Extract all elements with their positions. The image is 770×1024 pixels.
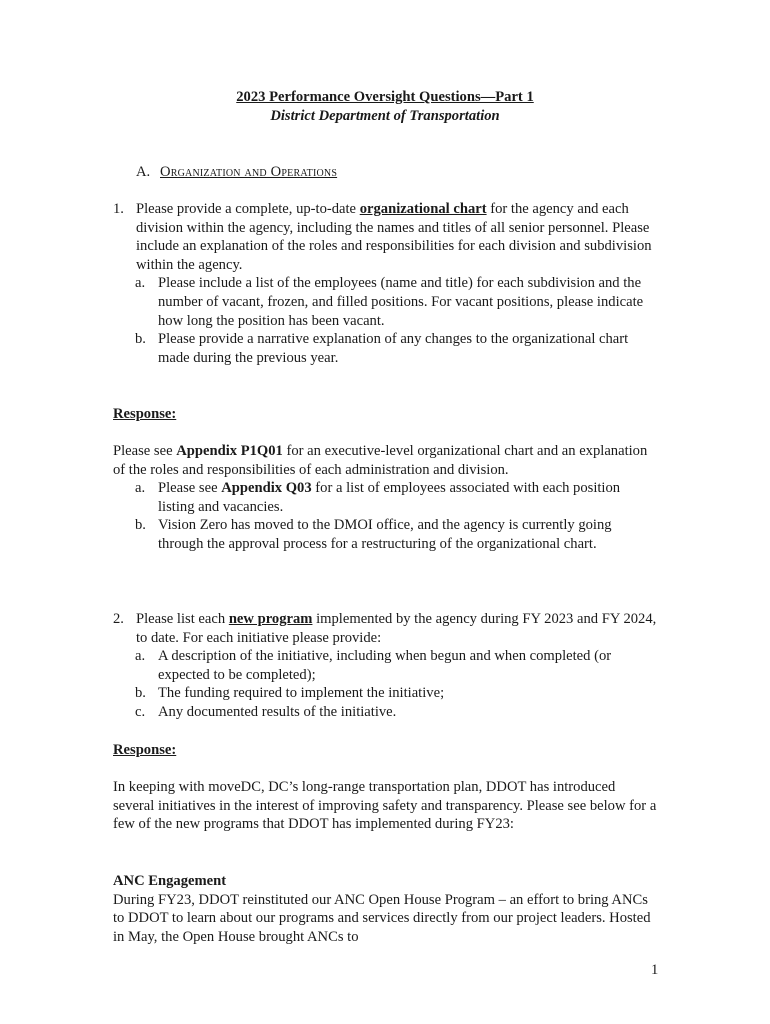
list-item [113, 703, 658, 722]
list-letter: a. [135, 480, 146, 497]
list-item [113, 274, 658, 330]
anc-heading: ANC Engagement [113, 873, 227, 889]
question-emphasis: organizational chart [359, 201, 487, 217]
question-text-post: for the agency and each division within the agency, including the names and titles of all senior personnel. Please include an explanation of the roles and responsibilities for each division and subdivision within the agency. [136, 201, 652, 273]
list-letter: b. [135, 685, 146, 702]
anc-section [113, 872, 658, 946]
question-1 [113, 200, 658, 367]
anc-text: During FY23, DDOT reinstituted our ANC Open House Program – an effort to bring ANCs to DDOT to learn about our programs and services directly from our project leaders. Hosted in May, the Open House brought ANCs to [113, 891, 651, 945]
response-text [113, 442, 658, 479]
subtitle-line: District Department of Transportation [270, 107, 500, 124]
appendix-reference: Appendix Q03 [221, 480, 312, 497]
question-number: 1. [113, 201, 124, 217]
list-item [113, 684, 658, 703]
question-sublist [113, 274, 658, 367]
response-2-text: In keeping with moveDC, DC’s long-range transportation plan, DDOT has introduced several initiatives in the interest of improving safety and transparency. Please see below for a few of the new programs that DDOT has implemented during FY23: [113, 779, 657, 833]
question-text-pre: Please provide a complete, up-to-date [136, 201, 360, 217]
list-item [113, 479, 658, 516]
list-text-pre: Please see [158, 480, 222, 497]
list-text: A description of the initiative, including when begun and when completed (or expected to be completed); [158, 648, 612, 683]
question-text-post: implemented by the agency during FY 2023 and FY 2024, to date. For each initiative please provide: [136, 611, 657, 646]
question-text [136, 200, 658, 274]
section-heading [136, 163, 337, 182]
list-item [113, 647, 658, 684]
response-label: Response: [113, 742, 177, 758]
list-item [113, 330, 658, 367]
response-text-post: for an executive-level organizational chart and an explanation of the roles and responsibilities of each administration and division. [113, 443, 648, 478]
list-item [113, 516, 658, 553]
response-sublist [113, 479, 658, 553]
list-letter: b. [135, 517, 146, 534]
response-label: Response: [113, 406, 177, 422]
list-text: The funding required to implement the initiative; [158, 685, 445, 702]
list-text: Please include a list of the employees (name and title) for each subdivision and the number of vacant, frozen, and filled positions. For vacant positions, please indicate how long the position has been vacant. [158, 275, 644, 329]
question-number: 2. [113, 611, 124, 627]
title-line: 2023 Performance Oversight Questions—Part 1 [236, 89, 534, 105]
list-letter: c. [135, 703, 146, 720]
section-name: Organization and Operations [160, 164, 338, 180]
response-text-pre: Please see [113, 443, 177, 459]
question-2 [113, 610, 658, 722]
list-letter: a. [135, 275, 146, 292]
appendix-reference: Appendix P1Q01 [176, 443, 283, 459]
question-emphasis: new program [228, 611, 313, 627]
response-1 [113, 442, 658, 554]
list-letter: a. [135, 648, 146, 665]
list-text-post: for a list of employees associated with each position listing and vacancies. [158, 480, 621, 515]
list-text: Vision Zero has moved to the DMOI office, and the agency is currently going through the approval process for a restructuring of the organizational chart. [158, 517, 612, 552]
page-number: 1 [651, 962, 659, 978]
list-letter: b. [135, 331, 146, 348]
list-text: Any documented results of the initiative. [158, 703, 397, 720]
question-text [136, 610, 658, 647]
question-text-pre: Please list each [136, 611, 229, 627]
question-sublist [113, 647, 658, 721]
document-title [0, 88, 770, 125]
list-text: Please provide a narrative explanation of any changes to the organizational chart made during the previous year. [158, 331, 629, 366]
section-letter: A. [136, 164, 151, 180]
